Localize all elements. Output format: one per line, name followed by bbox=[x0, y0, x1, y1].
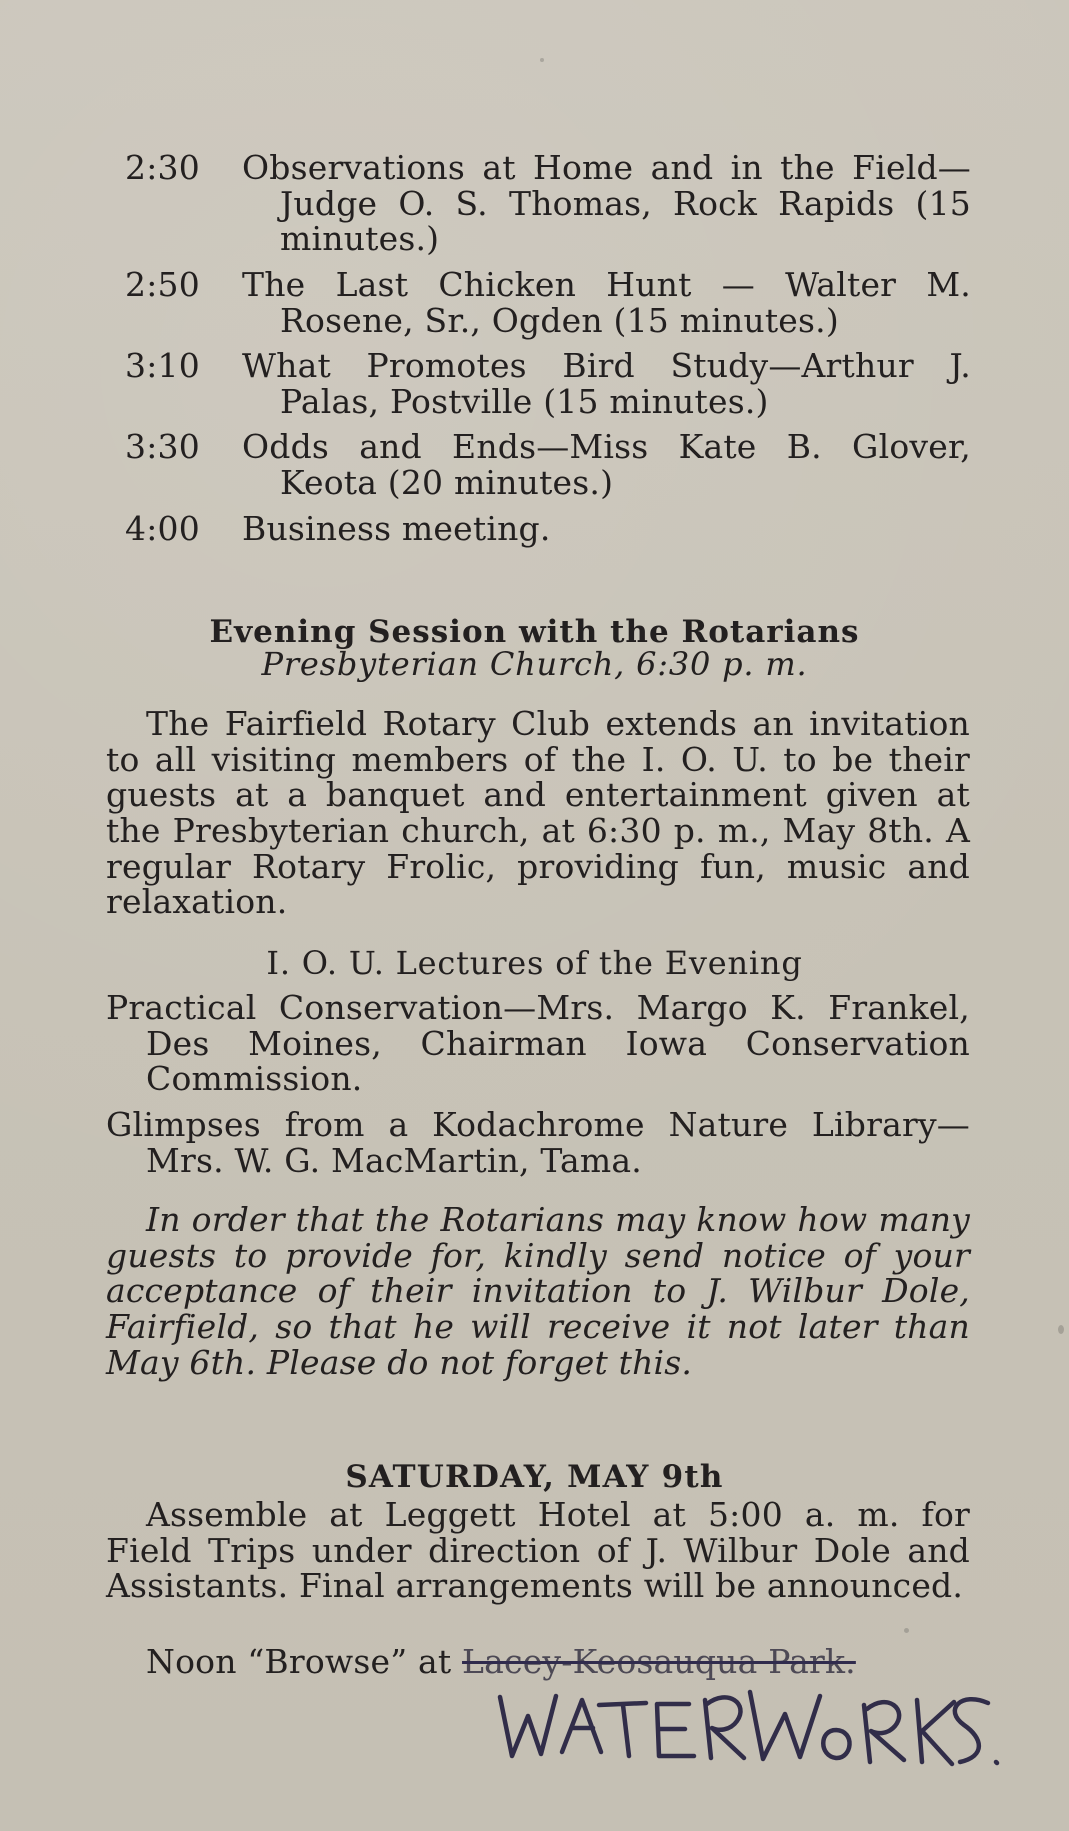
handwritten-letter-t bbox=[599, 1703, 646, 1756]
paper-speck-right bbox=[1058, 1325, 1064, 1334]
paper-speck-top bbox=[540, 58, 544, 62]
lectures-heading: I. O. U. Lectures of the Evening bbox=[266, 944, 803, 982]
handwritten-letter-r-second bbox=[864, 1702, 904, 1762]
program-item bbox=[125, 348, 971, 419]
program-time: 3:10 bbox=[125, 346, 200, 386]
waterworks-handwriting bbox=[478, 1676, 998, 1801]
evening-location: Presbyterian Church, 6:30 p. m. bbox=[261, 645, 808, 683]
handwritten-letter-r bbox=[705, 1697, 744, 1758]
handwritten-correction bbox=[478, 1676, 998, 1801]
noon-browse-prefix: Noon “Browse” at bbox=[146, 1642, 452, 1681]
saturday-heading: SATURDAY, MAY 9th bbox=[345, 1458, 724, 1495]
paper-speck-lower-right bbox=[904, 1628, 909, 1633]
evening-session-heading: Evening Session with the Rotarians bbox=[209, 613, 860, 650]
program-time: 3:30 bbox=[125, 427, 200, 467]
program-time: 4:00 bbox=[125, 508, 200, 548]
handwritten-period bbox=[996, 1762, 997, 1763]
handwritten-letter-s bbox=[955, 1699, 988, 1762]
rotary-invitation-paragraph: The Fairfield Rotary Club extends an invitation to all visiting members of the I. O. U. to be their guests at a banquet and entertainment given at the Presbyterian church, at 6:30 p. m., May 8th. A regular Rotary Frolic, providing fun, music and relaxation. bbox=[106, 704, 970, 922]
rsvp-notice: In order that the Rotarians may know how many guests to provide for, kindly send notice of your acceptance of their invitation to J. Wilbur Dole, Fairfield, so that he will receive it not later than May 6th. Please do not forget this. bbox=[106, 1200, 970, 1382]
handwritten-letter-a bbox=[562, 1700, 601, 1752]
handwritten-letter-k bbox=[917, 1700, 954, 1764]
program-description: What Promotes Bird Study—Arthur J. Palas, Postville (15 minutes.) bbox=[242, 346, 971, 421]
lecture-item: Glimpses from a Kodachrome Nature Library—Mrs. W. G. MacMartin, Tama. bbox=[106, 1104, 970, 1180]
program-item bbox=[125, 429, 971, 500]
handwritten-letter-w bbox=[500, 1696, 556, 1756]
program-description: The Last Chicken Hunt — Walter M. Rosene, Sr., Ogden (15 minutes.) bbox=[242, 264, 971, 340]
program-item bbox=[125, 508, 971, 548]
handwritten-letter-o bbox=[823, 1730, 849, 1758]
program-description: Observations at Home and in the Field—Judge O. S. Thomas, Rock Rapids (15 minutes.) bbox=[242, 148, 971, 259]
afternoon-program-list bbox=[125, 150, 971, 556]
program-time: 2:50 bbox=[125, 264, 200, 304]
program-item bbox=[125, 264, 971, 340]
lecture-item: Practical Conservation—Mrs. Margo K. Frankel, Des Moines, Chairman Iowa Conservation Commission. bbox=[106, 988, 970, 1099]
handwritten-letter-e bbox=[657, 1704, 694, 1756]
struck-original-location: Lacey-Keosauqua Park. bbox=[462, 1642, 856, 1681]
program-time: 2:30 bbox=[125, 148, 200, 187]
saturday-field-trip-paragraph: Assemble at Leggett Hotel at 5:00 a. m. for Field Trips under direction of J. Wilbur Dole and Assistants. Final arrangements will be announced. bbox=[106, 1495, 970, 1606]
evening-lecture-list bbox=[106, 990, 970, 1188]
program-description: Odds and Ends—Miss Kate B. Glover, Keota (20 minutes.) bbox=[242, 427, 971, 502]
handwritten-letter-w-second bbox=[750, 1692, 820, 1759]
program-description: Business meeting. bbox=[242, 508, 551, 548]
program-item bbox=[125, 150, 971, 257]
